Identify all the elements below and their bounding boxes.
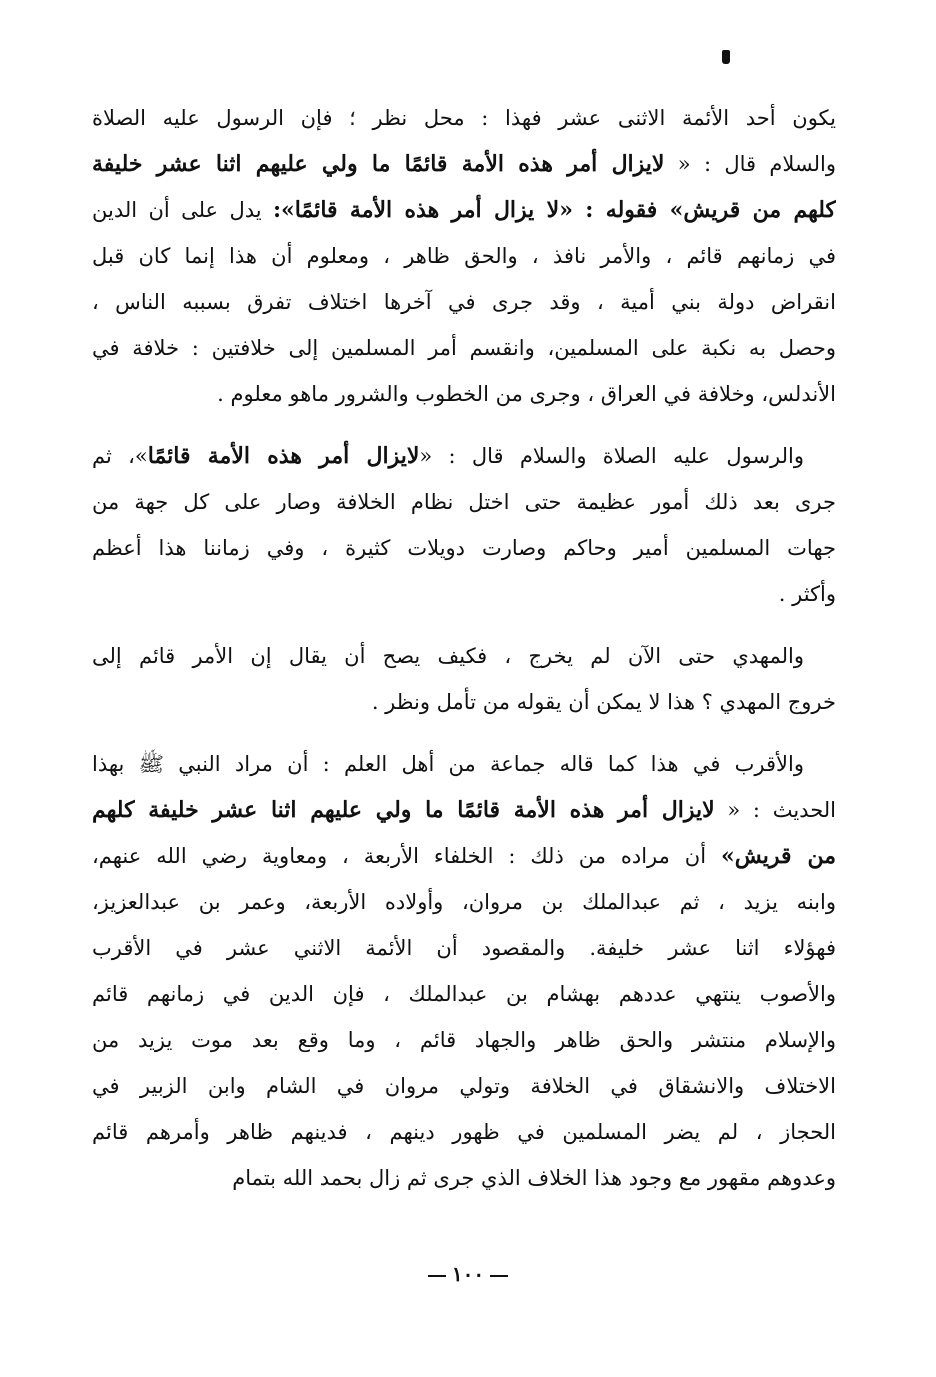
- text-run: والأقرب في هذا كما قاله جماعة من أهل العلم : أن مراد النبي ﷺ بهذا: [92, 752, 804, 776]
- page-number-footer: [0, 1262, 936, 1286]
- left-dash: [490, 1275, 508, 1277]
- text-run: وابنه يزيد ، ثم عبدالملك بن مروان، وأولاده الأربعة، وعمر بن عبدالعزيز،: [92, 890, 836, 914]
- hadith-quote: لايزال أمر هذه الأمة قائمًا: [147, 443, 420, 469]
- text-line: [92, 525, 836, 571]
- text-run: يدل على أن الدين: [92, 198, 273, 222]
- text-line: [92, 1017, 836, 1063]
- text-run: جرى بعد ذلك أمور عظيمة حتى اختل نظام الخلافة وصار على كل جهة من: [92, 490, 836, 514]
- text-line: [92, 879, 836, 925]
- text-line: [92, 833, 836, 879]
- text-run: الأندلس، وخلافة في العراق ، وجرى من الخطوب والشرور ماهو معلوم .: [217, 382, 836, 406]
- text-run: جهات المسلمين أمير وحاكم وصارت دويلات كثيرة ، وفي زماننا هذا أعظم: [92, 536, 836, 560]
- hadith-quote: لايزال أمر هذه الأمة قائمًا ما ولي عليهم اثنا عشر خليفة: [92, 151, 665, 177]
- text-line: [92, 233, 836, 279]
- text-line: [92, 925, 836, 971]
- text-run: وأكثر .: [778, 582, 836, 606]
- hadith-quote: لايزال أمر هذه الأمة قائمًا ما ولي عليهم اثنا عشر خليفة كلهم: [92, 797, 715, 823]
- text-run: الحديث : «: [714, 798, 836, 822]
- text-run: والسلام قال : «: [664, 152, 836, 176]
- text-line: [92, 433, 836, 479]
- text-run: وحصل به نكبة على المسلمين، وانقسم أمر المسلمين إلى خلافتين : خلافة في: [92, 336, 836, 360]
- text-line: [92, 479, 836, 525]
- text-run: الاختلاف والانشقاق في الخلافة وتولي مروان في الشام وابن الزبير في: [92, 1074, 836, 1098]
- text-run: والأصوب ينتهي عددهم بهشام بن عبدالملك ، فإن الدين في زمانهم قائم: [92, 982, 836, 1006]
- text-line: [92, 971, 836, 1017]
- text-line: [92, 679, 836, 725]
- text-line: [92, 633, 836, 679]
- text-line: [92, 787, 836, 833]
- text-line: [92, 1155, 836, 1201]
- text-line: [92, 279, 836, 325]
- body-text: [92, 95, 836, 1201]
- paragraph: [92, 741, 836, 1201]
- text-line: [92, 571, 836, 617]
- paragraph: [92, 433, 836, 617]
- text-run: فهؤلاء اثنا عشر خليفة. والمقصود أن الأئمة الاثني عشر في الأقرب: [92, 936, 836, 960]
- text-run: »، ثم: [92, 444, 148, 468]
- text-run: أن مراده من ذلك : الخلفاء الأربعة ، ومعاوية رضي الله عنهم،: [92, 844, 721, 868]
- text-line: [92, 1063, 836, 1109]
- text-run: الحجاز ، لم يضر المسلمين في ظهور دينهم ، فدينهم ظاهر وأمرهم قائم: [92, 1120, 836, 1144]
- text-run: وعدوهم مقهور مع وجود هذا الخلاف الذي جرى ثم زال بحمد الله بتمام: [232, 1166, 836, 1190]
- text-line: [92, 371, 836, 417]
- text-run: يكون أحد الأئمة الاثنى عشر فهذا : محل نظر ؛ فإن الرسول عليه الصلاة: [92, 106, 836, 130]
- header-mark: [722, 50, 730, 64]
- text-line: [92, 141, 836, 187]
- text-line: [92, 1109, 836, 1155]
- text-run: والرسول عليه الصلاة والسلام قال : «: [419, 444, 805, 468]
- right-dash: [428, 1275, 446, 1277]
- text-run: انقراض دولة بني أمية ، وقد جرى في آخرها اختلاف تفرق بسببه الناس ،: [92, 290, 836, 314]
- text-line: [92, 741, 836, 787]
- hadith-quote: من قريش»: [720, 843, 836, 869]
- text-line: [92, 187, 836, 233]
- text-line: [92, 95, 836, 141]
- paragraph: [92, 95, 836, 417]
- text-run: في زمانهم قائم ، والأمر نافذ ، والحق ظاهر ، ومعلوم أن هذا إنما كان قبل: [92, 244, 836, 268]
- page-number: ١٠٠: [451, 1262, 485, 1286]
- text-run: خروج المهدي ؟ هذا لا يمكن أن يقوله من تأمل ونظر .: [371, 690, 836, 714]
- text-run: والمهدي حتى الآن لم يخرج ، فكيف يصح أن يقال إن الأمر قائم إلى: [92, 644, 804, 668]
- paragraph: [92, 633, 836, 725]
- text-line: [92, 325, 836, 371]
- text-run: والإسلام منتشر والحق ظاهر والجهاد قائم ، وما وقع بعد موت يزيد من: [92, 1028, 836, 1052]
- hadith-quote: كلهم من قريش» فقوله : «لا يزال أمر هذه الأمة قائمًا»:: [272, 197, 836, 223]
